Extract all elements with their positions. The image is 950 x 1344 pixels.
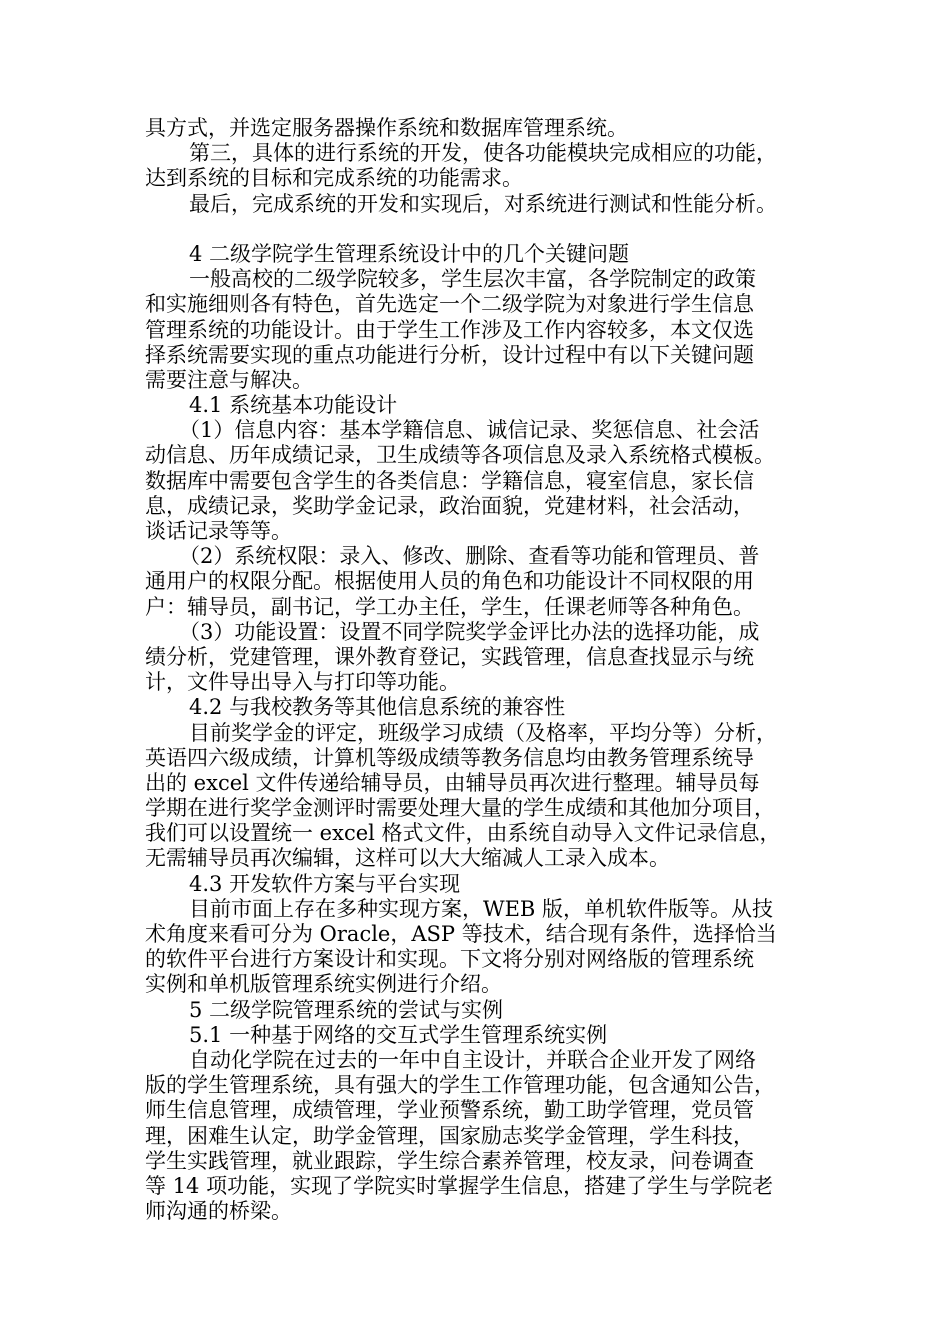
paragraph-line: 无需辅导员再次编辑，这样可以大大缩减人工录入成本。 xyxy=(145,846,670,871)
paragraph-line: 理，困难生认定，助学金管理，国家励志奖学金管理，学生科技， xyxy=(145,1123,754,1148)
paragraph-line: 目前市面上存在多种实现方案，WEB 版，单机软件版等。从技 xyxy=(189,896,774,921)
section-heading-5: 5 二级学院管理系统的尝试与实例 xyxy=(189,997,504,1022)
paragraph-line: 最后，完成系统的开发和实现后，对系统进行测试和性能分析。 xyxy=(189,191,777,216)
paragraph-line: 师生信息管理，成绩管理，学业预警系统，勤工助学管理，党员管 xyxy=(145,1098,754,1123)
paragraph-line: （1）信息内容：基本学籍信息、诚信记录、奖惩信息、社会活 xyxy=(179,418,760,443)
paragraph-line: 绩分析，党建管理，课外教育登记，实践管理，信息查找显示与统 xyxy=(145,644,754,669)
paragraph-line: 自动化学院在过去的一年中自主设计，并联合企业开发了网络 xyxy=(189,1047,756,1072)
blank-line xyxy=(145,217,807,242)
section-heading-4-3: 4.3 开发软件方案与平台实现 xyxy=(189,871,461,896)
paragraph-line: 学期在进行奖学金测评时需要处理大量的学生成绩和其他加分项目， xyxy=(145,796,775,821)
paragraph-line: 动信息、历年成绩记录，卫生成绩等各项信息及录入系统格式模板。 xyxy=(145,443,775,468)
paragraph-line: 计，文件导出导入与打印等功能。 xyxy=(145,670,460,695)
paragraph-line: 等 14 项功能，实现了学院实时掌握学生信息，搭建了学生与学院老 xyxy=(145,1173,774,1198)
paragraph-line: 谈话记录等等。 xyxy=(145,519,292,543)
paragraph-line: 具方式，并选定服务器操作系统和数据库管理系统。 xyxy=(145,116,628,140)
paragraph-line: 师沟通的桥梁。 xyxy=(145,1199,292,1224)
paragraph-line: 第三，具体的进行系统的开发，使各功能模块完成相应的功能， xyxy=(189,141,777,166)
paragraph-line: 户：辅导员，副书记，学工办主任，学生，任课老师等各种角色。 xyxy=(145,594,754,619)
paragraph-line: 息，成绩记录，奖助学金记录，政治面貌，党建材料，社会活动， xyxy=(145,493,754,518)
section-heading-4-1: 4.1 系统基本功能设计 xyxy=(189,393,398,418)
paragraph-line: 的软件平台进行方案设计和实现。下文将分别对网络版的管理系统 xyxy=(145,947,754,972)
paragraph-line: 出的 excel 文件传递给辅导员，由辅导员再次进行整理。辅导员每 xyxy=(145,770,760,795)
paragraph-line: 数据库中需要包含学生的各类信息：学籍信息，寝室信息，家长信 xyxy=(145,468,754,493)
paragraph-line: 版的学生管理系统，具有强大的学生工作管理功能，包含通知公告， xyxy=(145,1073,775,1098)
paragraph-line: 达到系统的目标和完成系统的功能需求。 xyxy=(145,166,523,191)
paragraph-line: 实例和单机版管理系统实例进行介绍。 xyxy=(145,972,502,997)
document-page xyxy=(145,116,807,1224)
section-heading-5-1: 5.1 一种基于网络的交互式学生管理系统实例 xyxy=(189,1022,608,1047)
paragraph-line: 一般高校的二级学院较多，学生层次丰富，各学院制定的政策 xyxy=(189,267,756,292)
paragraph-line: 择系统需要实现的重点功能进行分析，设计过程中有以下关键问题 xyxy=(145,342,754,367)
paragraph-line: 英语四六级成绩，计算机等级成绩等教务信息均由教务管理系统导 xyxy=(145,745,754,770)
paragraph-line: 管理系统的功能设计。由于学生工作涉及工作内容较多，本文仅选 xyxy=(145,317,754,342)
paragraph-line: 术角度来看可分为 Oracle，ASP 等技术，结合现有条件，选择恰当 xyxy=(145,922,777,946)
paragraph-line: 需要注意与解决。 xyxy=(145,367,313,392)
section-heading-4: 4 二级学院学生管理系统设计中的几个关键问题 xyxy=(189,241,630,266)
paragraph-line: （2）系统权限：录入、修改、删除、查看等功能和管理员、普 xyxy=(179,544,760,569)
section-heading-4-2: 4.2 与我校教务等其他信息系统的兼容性 xyxy=(189,695,566,720)
paragraph-line: （3）功能设置：设置不同学院奖学金评比办法的选择功能，成 xyxy=(179,619,760,644)
paragraph-line: 学生实践管理，就业跟踪，学生综合素养管理，校友录，问卷调查 xyxy=(145,1148,754,1173)
paragraph-line: 目前奖学金的评定，班级学习成绩（及格率，平均分等）分析， xyxy=(189,720,777,745)
paragraph-line: 我们可以设置统一 excel 格式文件，由系统自动导入文件记录信息， xyxy=(145,821,781,846)
paragraph-line: 通用户的权限分配。根据使用人员的角色和功能设计不同权限的用 xyxy=(145,569,754,594)
paragraph-line: 和实施细则各有特色，首先选定一个二级学院为对象进行学生信息 xyxy=(145,292,754,317)
